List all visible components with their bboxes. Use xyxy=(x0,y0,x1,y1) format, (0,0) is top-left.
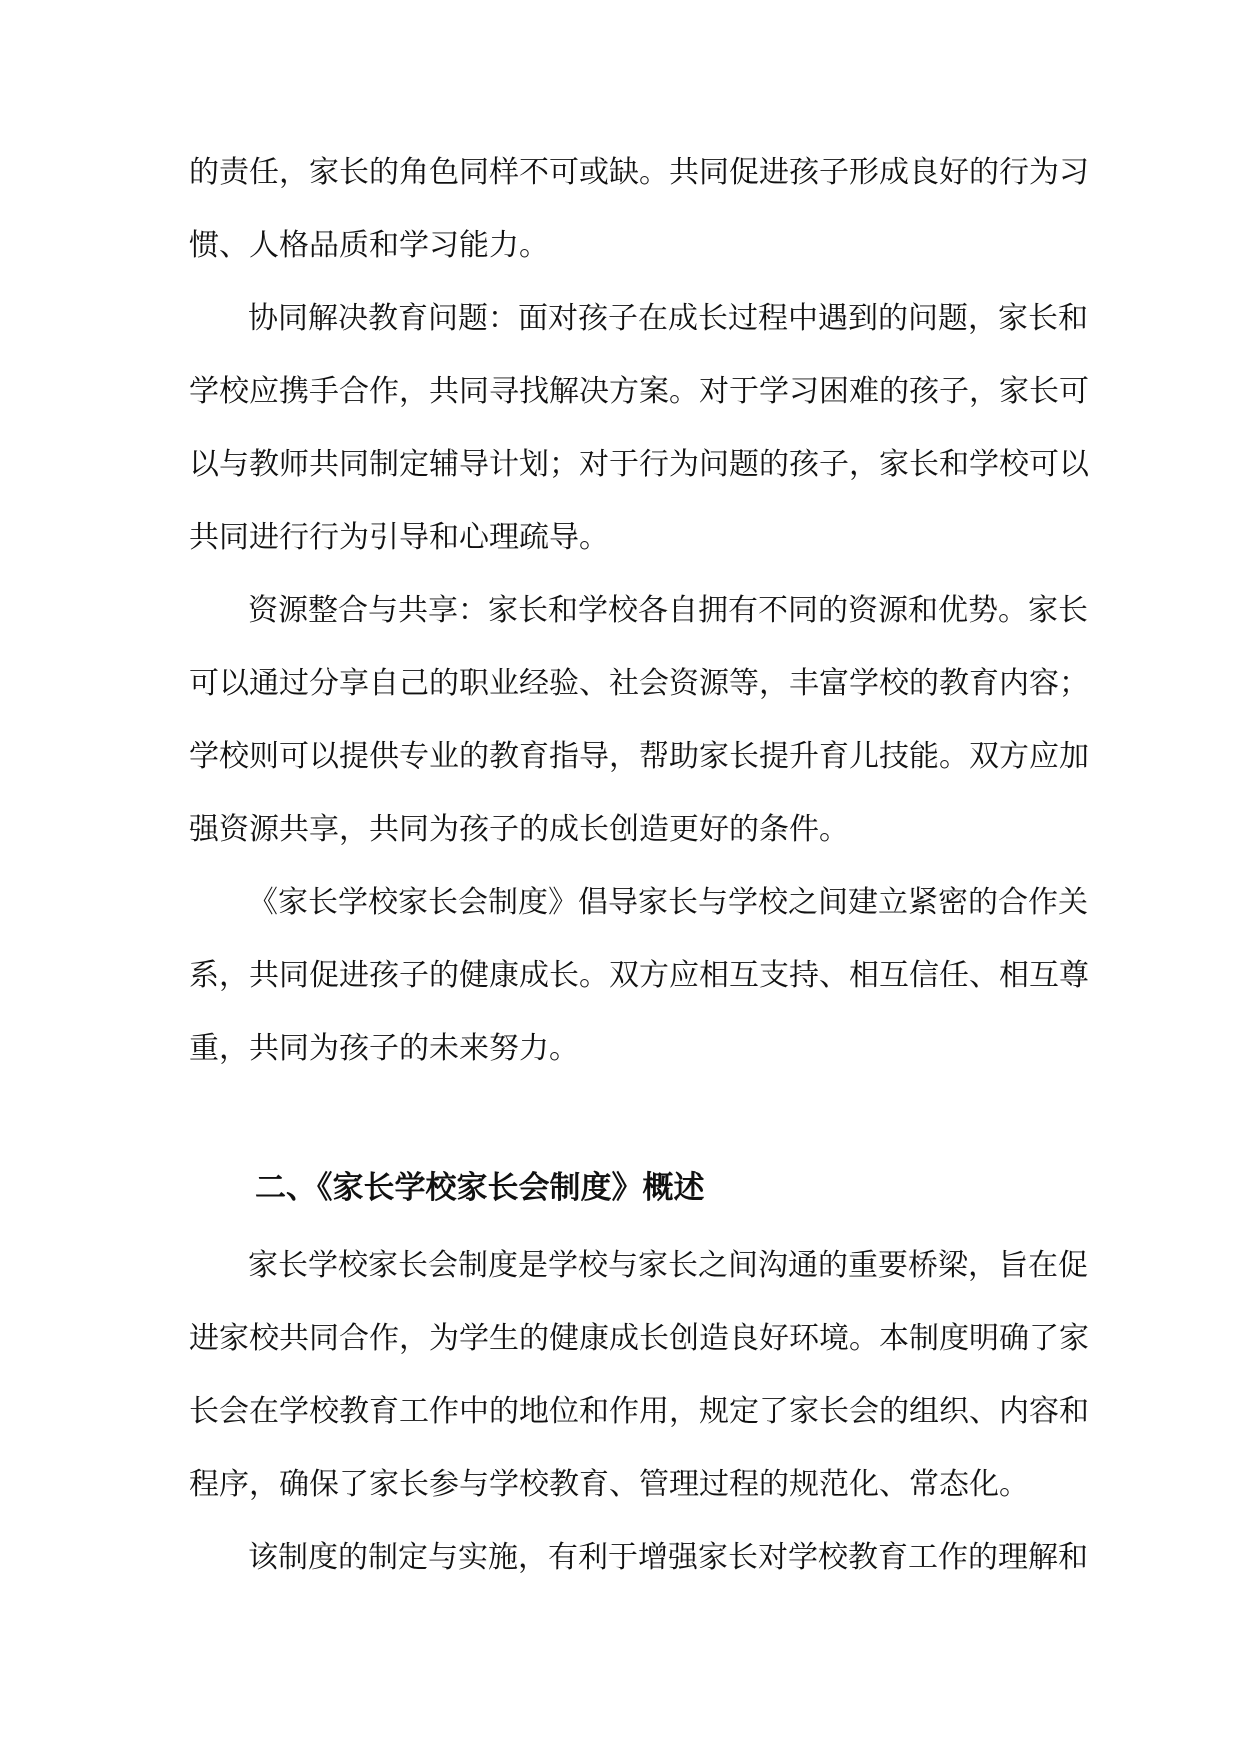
body-text-line: 强资源共享，共同为孩子的成长创造更好的条件。 xyxy=(189,812,849,847)
body-text-line: 惯、人格品质和学习能力。 xyxy=(189,228,549,263)
body-text-line: 进家校共同合作，为学生的健康成长创造良好环境。本制度明确了家 xyxy=(189,1321,1089,1356)
body-text-line: 共同进行行为引导和心理疏导。 xyxy=(189,520,609,555)
body-text-line: 以与教师共同制定辅导计划；对于行为问题的孩子，家长和学校可以 xyxy=(189,447,1089,482)
body-text-line: 重，共同为孩子的未来努力。 xyxy=(189,1031,579,1066)
body-text-line: 学校应携手合作，共同寻找解决方案。对于学习困难的孩子，家长可 xyxy=(189,374,1089,409)
paragraph-first-line: 《家长学校家长会制度》倡导家长与学校之间建立紧密的合作关 xyxy=(248,885,1088,920)
body-text-line: 的责任，家长的角色同样不可或缺。共同促进孩子形成良好的行为习 xyxy=(189,155,1089,190)
paragraph-first-line: 家长学校家长会制度是学校与家长之间沟通的重要桥梁，旨在促 xyxy=(248,1248,1088,1283)
paragraph-first-line: 该制度的制定与实施，有利于增强家长对学校教育工作的理解和 xyxy=(248,1540,1088,1575)
paragraph-first-line: 协同解决教育问题：面对孩子在成长过程中遇到的问题，家长和 xyxy=(248,301,1088,336)
body-text-line: 长会在学校教育工作中的地位和作用，规定了家长会的组织、内容和 xyxy=(189,1394,1089,1429)
body-text-line: 学校则可以提供专业的教育指导，帮助家长提升育儿技能。双方应加 xyxy=(189,739,1089,774)
section-heading: 二、《家长学校家长会制度》概述 xyxy=(255,1170,705,1206)
paragraph-first-line: 资源整合与共享：家长和学校各自拥有不同的资源和优势。家长 xyxy=(248,593,1088,628)
body-text-line: 程序，确保了家长参与学校教育、管理过程的规范化、常态化。 xyxy=(189,1467,1029,1502)
body-text-line: 系，共同促进孩子的健康成长。双方应相互支持、相互信任、相互尊 xyxy=(189,958,1089,993)
body-text-line: 可以通过分享自己的职业经验、社会资源等，丰富学校的教育内容； xyxy=(189,666,1089,701)
